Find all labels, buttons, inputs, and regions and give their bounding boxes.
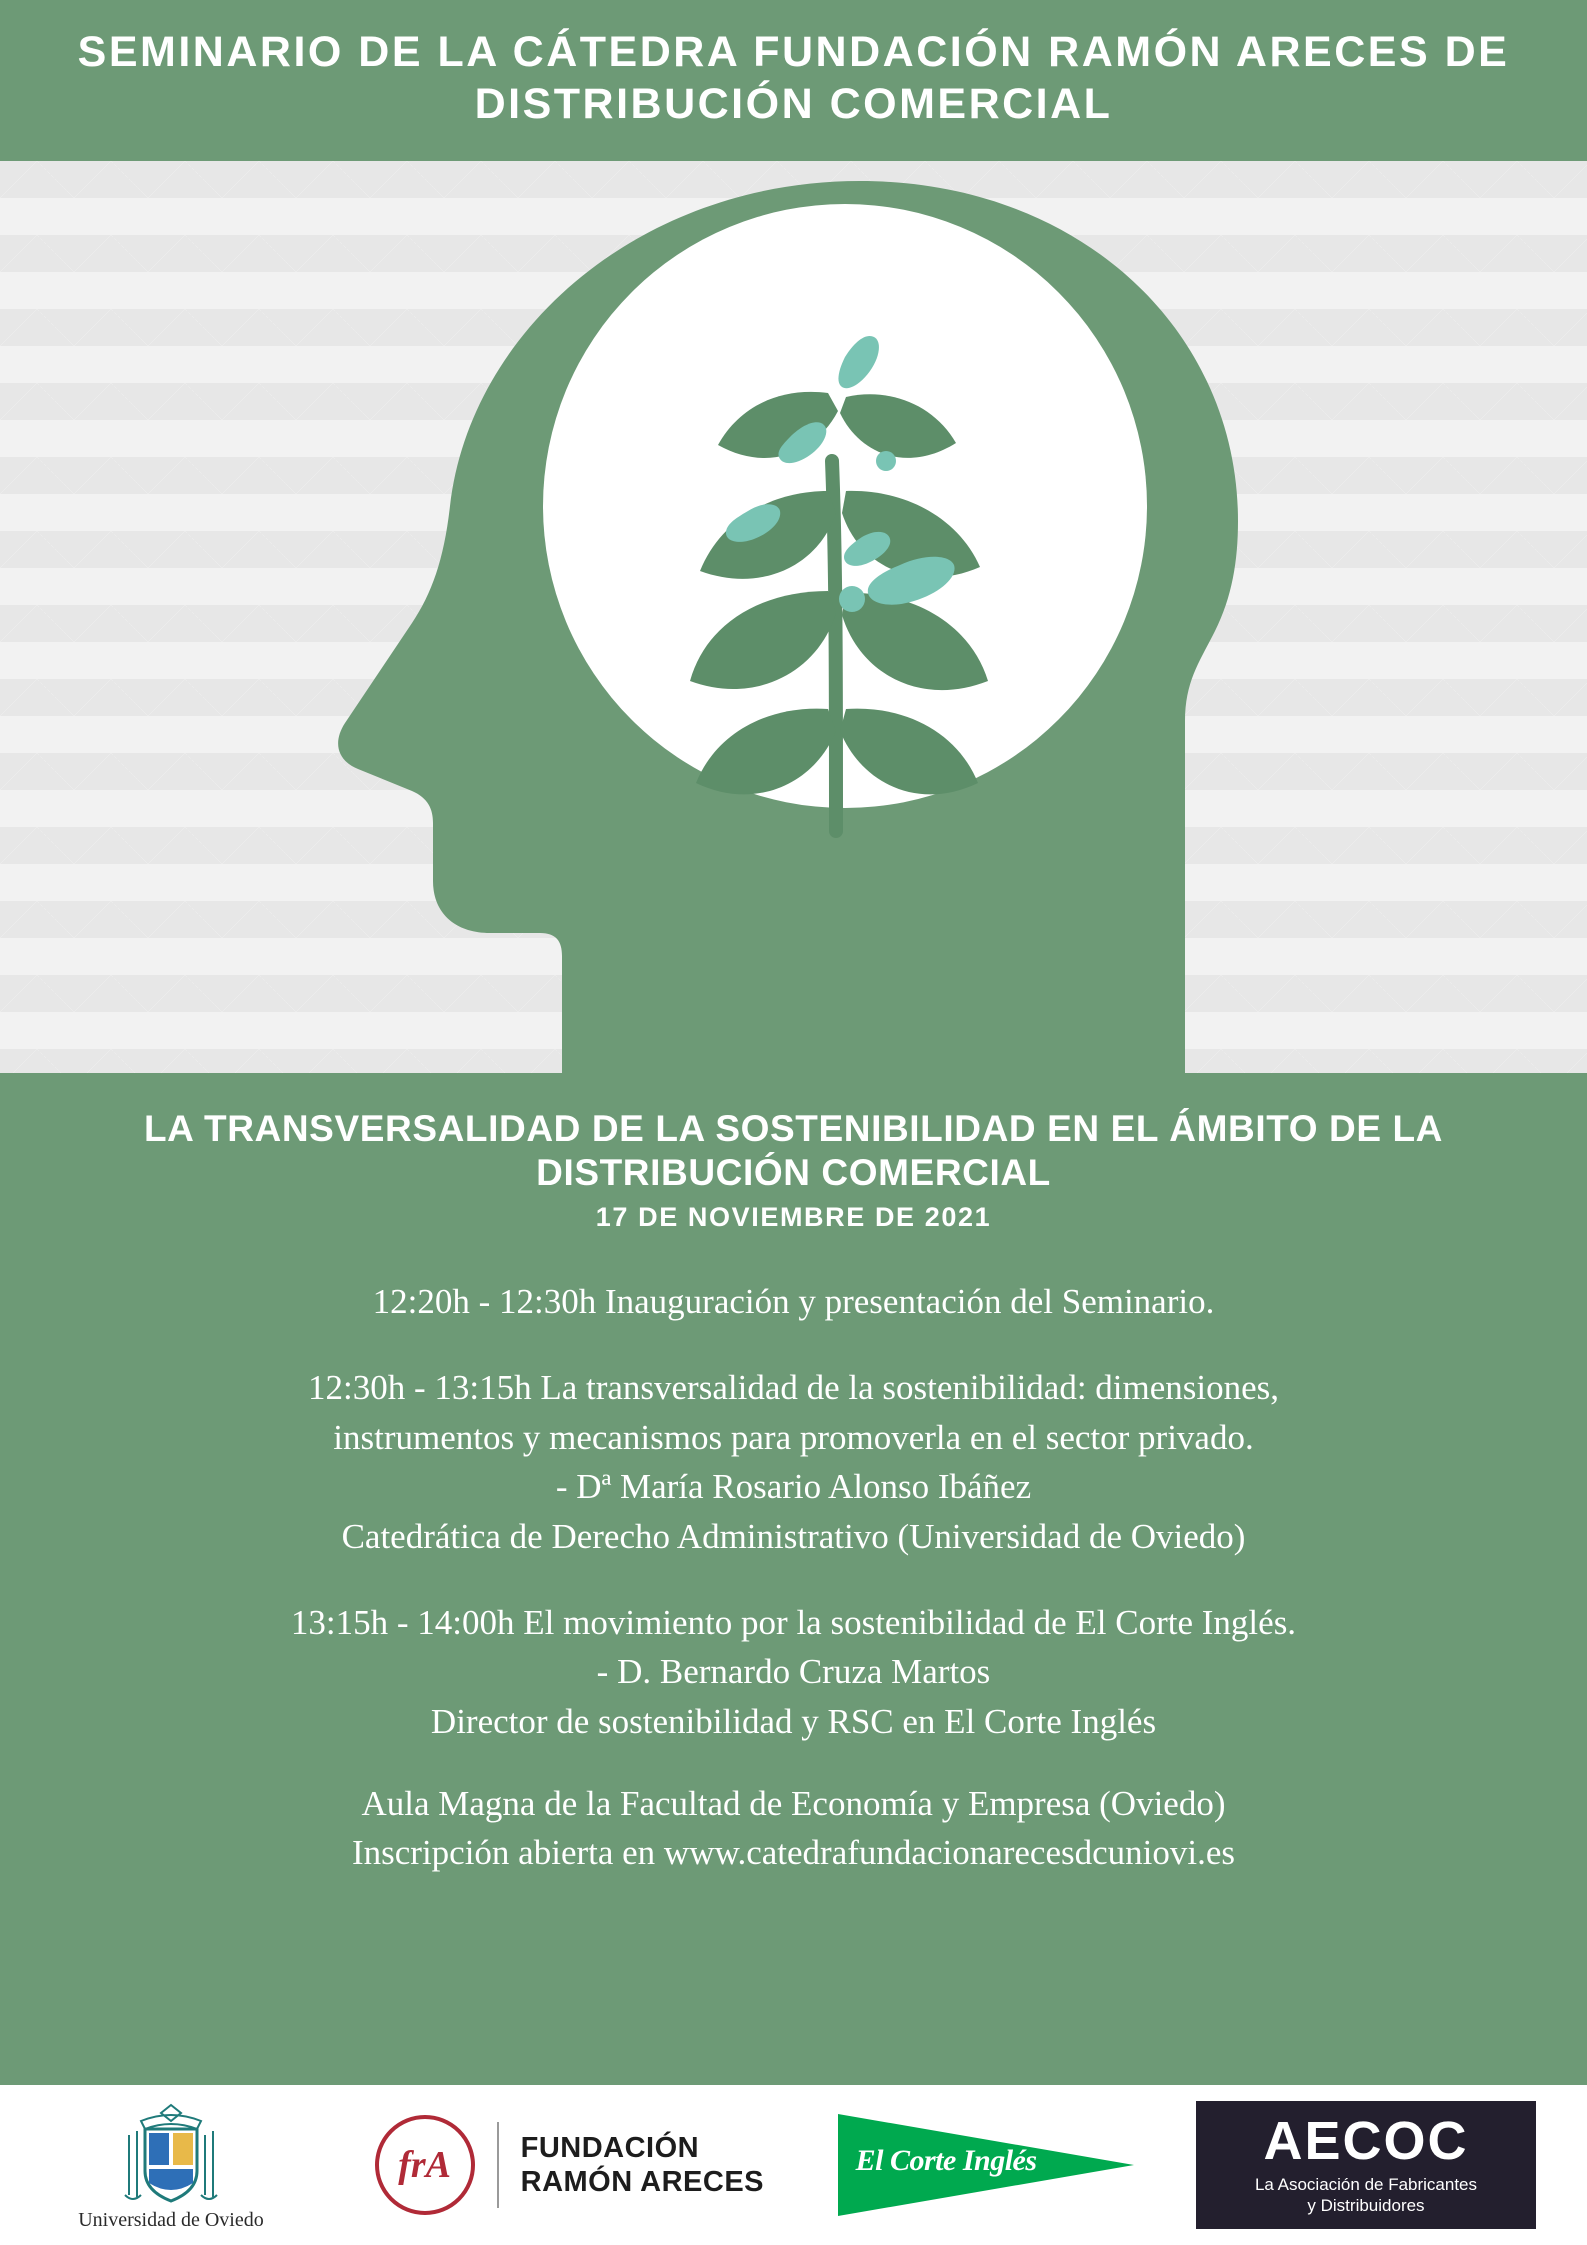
aecoc-subtitle [1255, 2174, 1477, 2217]
venue-text: Aula Magna de la Facultad de Economía y Empresa (Oviedo) [361, 1783, 1226, 1823]
program-speaker: - D. Bernardo Cruza Martos [596, 1652, 991, 1692]
fra-monogram: frA [375, 2115, 475, 2215]
program-speaker-role: Catedrática de Derecho Administrativo (Universidad de Oviedo) [341, 1516, 1246, 1556]
logo-aecoc [1171, 2093, 1561, 2237]
program-block [40, 1277, 1547, 1327]
fra-name [521, 2131, 764, 2199]
uniovi-crest-icon [111, 2099, 231, 2205]
poster-header [0, 0, 1587, 161]
fra-divider [497, 2122, 499, 2208]
session-title: LA TRANSVERSALIDAD DE LA SOSTENIBILIDAD EN EL ÁMBITO DE LA DISTRIBUCIÓN COMERCIAL [143, 1107, 1443, 1193]
uniovi-caption: Universidad de Oviedo [78, 2208, 264, 2231]
program-line: 12:30h - 13:15h La transversalidad de la sostenibilidad: dimensiones, [307, 1367, 1280, 1407]
logo-universidad-de-oviedo [26, 2093, 316, 2237]
logo-el-corte-ingles [823, 2093, 1153, 2237]
program-line: 12:20h - 12:30h Inauguración y presentación del Seminario. [372, 1282, 1215, 1322]
poster-body [0, 1073, 1587, 2085]
program-list [40, 1277, 1547, 1747]
program-block [40, 1598, 1547, 1747]
aecoc-subtitle-line2: y Distribuidores [1307, 2196, 1425, 2215]
session-date: 17 DE NOVIEMBRE DE 2021 [595, 1202, 992, 1233]
header-title: SEMINARIO DE LA CÁTEDRA FUNDACIÓN RAMÓN ARECES DE DISTRIBUCIÓN COMERCIAL [77, 28, 1510, 129]
aecoc-name: AECOC [1263, 2110, 1469, 2171]
sponsor-logos-strip [0, 2085, 1587, 2245]
program-speaker: - Dª María Rosario Alonso Ibáñez [555, 1467, 1032, 1507]
fra-name-line1: FUNDACIÓN [520, 2131, 700, 2164]
program-line: instrumentos y mecanismos para promoverla en el sector privado. [333, 1417, 1254, 1457]
hero-illustration [0, 161, 1587, 1073]
aecoc-subtitle-line1: La Asociación de Fabricantes [1254, 2174, 1478, 2194]
eci-flag-shape [838, 2106, 1138, 2224]
event-footer-info [40, 1779, 1547, 1878]
registration-text: Inscripción abierta en www.catedrafundacionarecesdcuniovi.es [351, 1833, 1235, 1873]
aecoc-box [1196, 2101, 1536, 2229]
logo-fundacion-ramon-areces [334, 2093, 804, 2237]
head-with-plant-icon [0, 161, 1587, 1073]
fra-name-line2: RAMÓN ARECES [520, 2166, 765, 2198]
program-block [40, 1363, 1547, 1562]
eci-label: El Corte Inglés [855, 2144, 1037, 2177]
program-speaker-role: Director de sostenibilidad y RSC en El Corte Inglés [430, 1702, 1157, 1742]
program-line: 13:15h - 14:00h El movimiento por la sostenibilidad de El Corte Inglés. [290, 1602, 1297, 1642]
